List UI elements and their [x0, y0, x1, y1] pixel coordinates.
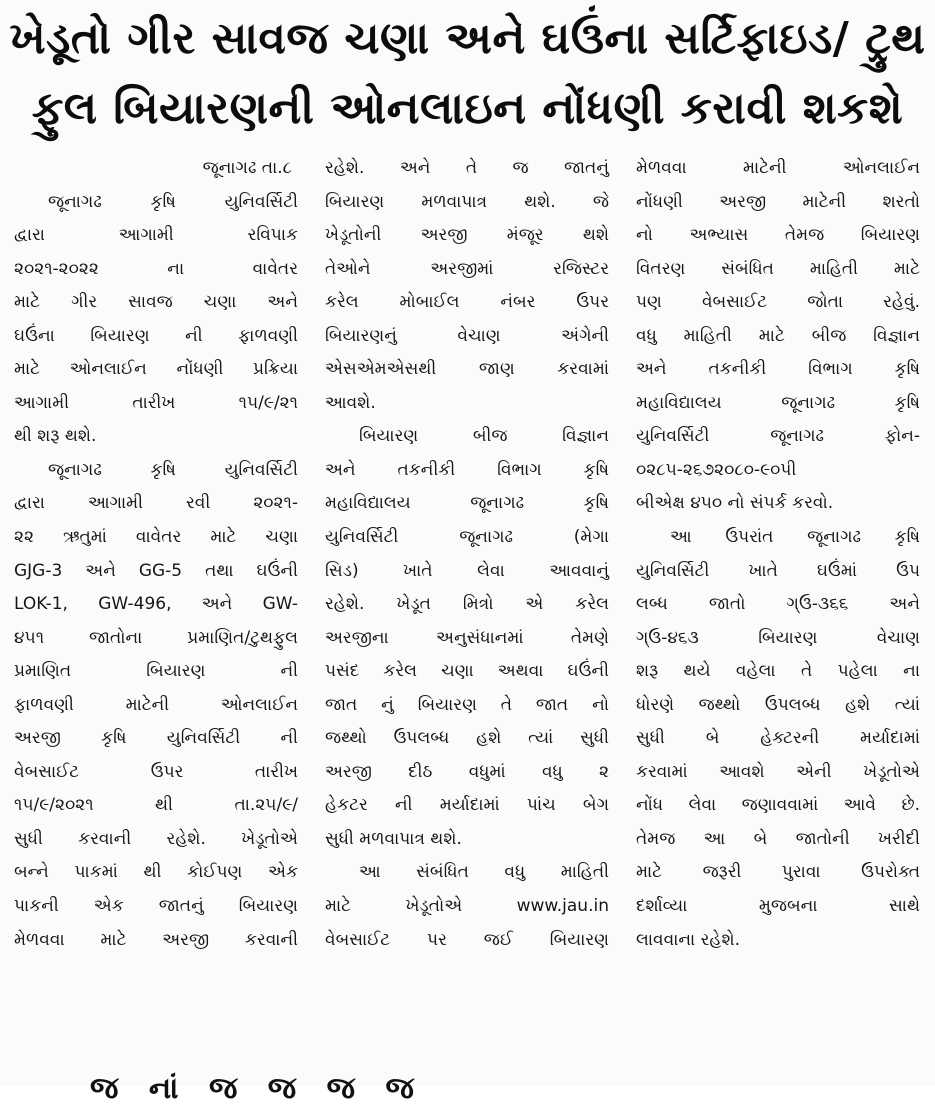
- text-line: દ્વારા આગામી રવી ૨૦૨૧-: [14, 493, 298, 514]
- text-line: આગામી તારીખ ૧૫/૯/૨૧: [14, 392, 298, 413]
- column-3: [636, 152, 920, 1074]
- text-line: સુધી કરવાની રહેશે. ખેડૂતોએ: [14, 828, 298, 849]
- text-line: ફાળવણી માટેની ઓનલાઈન: [14, 694, 298, 715]
- text-line: અને તકનીકી વિભાગ કૃષિ: [636, 359, 920, 380]
- text-line: પાકની એક જાતનું બિયારણ: [14, 896, 298, 917]
- text-line: બિયારણનું વેચાણ અંગેની: [325, 325, 609, 346]
- text-line: નોંધ લેવા જણાવવામાં આવે છે.: [636, 795, 920, 816]
- text-line: દર્શાવ્યા મુજબના સાથે: [636, 896, 920, 917]
- text-line: ગ્ઉ-૪૬૩ બિયારણ વેચાણ: [636, 627, 920, 648]
- text-line: પસંદ કરેલ ચણા અથવા ઘઉંની: [325, 661, 609, 682]
- text-line: ૨૦૨૧-૨૦૨૨ ના વાવેતર: [14, 258, 298, 279]
- text-line: યુનિવર્સિટી જૂનાગઢ (મેગા: [325, 527, 609, 548]
- text-line: રહેશે. અને તે જ જાતનું: [325, 158, 609, 178]
- article-columns: [14, 152, 920, 1074]
- next-article-clip: [0, 1071, 935, 1106]
- headline: [8, 4, 927, 154]
- text-line: અરજી કૃષિ યુનિવર્સિટી ની: [14, 728, 298, 749]
- text-line: બિયારણ બીજ વિજ્ઞાન: [359, 426, 609, 447]
- next-headline-fragment: જ નાં જ જ જ જ: [90, 1071, 424, 1106]
- text-line: ખેડૂતોની અરજી મંજૂર થશે: [325, 225, 609, 246]
- text-line: અરજી દીઠ વધુમાં વધુ ૨: [325, 761, 609, 782]
- text-line: GJG-3 અને GG-5 તથા ઘઉંની: [14, 560, 298, 581]
- text-line: બીએક્ષ ૪૫૦ નો સંપર્ક કરવો.: [636, 493, 834, 514]
- text-line: ૪૫૧ જાતોના પ્રમાણિત/ટુથફુલ: [14, 627, 298, 648]
- text-line: કરવામાં આવશે એની ખેડૂતોએ: [636, 761, 920, 782]
- text-line: વિતરણ સંબંધિત માહિતી માટે: [636, 258, 920, 279]
- text-line: જૂનાગઢ કૃષિ યુનિવર્સિટી: [48, 191, 298, 212]
- text-line: આ સંબંધિત વધુ માહિતી: [359, 862, 609, 883]
- headline-line-1: ખેડૂતો ગીર સાવજ ચણા અને ઘઉંના સર્ટિફાઇડ/ ટ્રુથ: [9, 13, 926, 64]
- text-line: અને તકનીકી વિભાગ કૃષિ: [325, 459, 609, 480]
- text-line: ધોરણે જથ્થો ઉપલબ્ધ હશે ત્યાં: [636, 694, 920, 715]
- text-line: જાત નું બિયારણ તે જાત નો: [325, 694, 609, 715]
- column-1: [14, 152, 298, 1074]
- text-line: જથ્થો ઉપલબ્ધ હશે ત્યાં સુધી: [325, 728, 609, 749]
- text-line: મેળવવા માટે અરજી કરવાની: [14, 929, 298, 950]
- text-line: સુધી બે હેક્ટરની મર્યાદામાં: [636, 728, 920, 749]
- text-line: માટે ખેડૂતોએ www.jau.in: [325, 896, 609, 917]
- text-line: માટે જરૂરી પુરાવા ઉપરોક્ત: [636, 862, 920, 883]
- text-line: લબ્ધ જાતો ગ્ઉ-૩૬૬ અને: [636, 594, 920, 615]
- text-line: જૂનાગઢ તા.૮: [202, 158, 292, 178]
- text-line: પ્રમાણિત બિયારણ ની: [14, 661, 298, 682]
- text-line: ૧૫/૯/૨૦૨૧ થી તા.૨૫/૯/: [14, 795, 298, 816]
- text-line: નો અભ્યાસ તેમજ બિયારણ: [636, 225, 920, 246]
- text-line: નોંધણી અરજી માટેની શરતો: [636, 191, 920, 212]
- text-line: થી શરૂ થશે.: [14, 426, 97, 447]
- text-line: કરેલ મોબાઈલ નંબર ઉપર: [325, 292, 609, 313]
- text-line: લાવવાના રહેશે.: [636, 929, 740, 950]
- text-line: ઘઉંના બિયારણ ની ફાળવણી: [14, 325, 298, 346]
- text-line: મહાવિદ્યાલય જૂનાગઢ કૃષિ: [636, 392, 920, 413]
- text-line: તેમજ આ બે જાતોની ખરીદી: [636, 828, 920, 849]
- text-line: એસએમએસથી જાણ કરવામાં: [325, 359, 609, 380]
- text-line: તેઓને અરજીમાં રજિસ્ટર: [325, 258, 609, 279]
- text-line: ૦૨૮૫-૨૬૭૨૦૮૦-૯૦પી: [636, 459, 797, 480]
- text-line: ૨૨ ઋતુમાં વાવેતર માટે ચણા: [14, 527, 298, 548]
- text-line: આ ઉપરાંત જૂનાગઢ કૃષિ: [670, 527, 920, 548]
- text-line: આવશે.: [325, 392, 376, 413]
- text-line: વેબસાઈટ ઉપર તારીખ: [14, 761, 298, 782]
- text-line: જૂનાગઢ કૃષિ યુનિવર્સિટી: [48, 459, 298, 480]
- text-line: વેબસાઈટ પર જઈ બિયારણ: [325, 929, 609, 950]
- text-line: મેળવવા માટેની ઓનલાઈન: [636, 158, 920, 178]
- text-line: દ્વારા આગામી રવિપાક: [14, 225, 298, 246]
- text-line: હેકટર ની મર્યાદામાં પાંચ બેગ: [325, 795, 609, 816]
- text-line: શરૂ થયે વહેલા તે પહેલા ના: [636, 661, 920, 682]
- text-line: વધુ માહિતી માટે બીજ વિજ્ઞાન: [636, 325, 920, 346]
- text-line: LOK-1, GW-496, અને GW-: [14, 594, 298, 615]
- text-line: રહેશે. ખેડૂત મિત્રો એ કરેલ: [325, 594, 609, 615]
- text-line: યુનિવર્સિટી જૂનાગઢ ફોન-: [636, 426, 920, 447]
- text-line: પણ વેબસાઈટ જોતા રહેવું.: [636, 292, 920, 313]
- text-line: સુધી મળવાપાત્ર થશે.: [325, 828, 462, 849]
- text-line: યુનિવર્સિટી ખાતે ઘઉંમાં ઉપ: [636, 560, 920, 581]
- headline-line-2: ફુલ બિયારણની ઓનલાઇન નોંધણી કરાવી શકશે: [31, 83, 904, 134]
- text-line: બિયારણ મળવાપાત્ર થશે. જે: [325, 191, 609, 212]
- text-line: બન્ને પાકમાં થી કોઈપણ એક: [14, 862, 298, 883]
- text-line: અરજીના અનુસંધાનમાં તેમણે: [325, 627, 609, 648]
- text-line: સિડ) ખાતે લેવા આવવાનું: [325, 560, 609, 581]
- text-line: મહાવિદ્યાલય જૂનાગઢ કૃષિ: [325, 493, 609, 514]
- text-line: માટે ઓનલાઈન નોંધણી પ્રક્રિયા: [14, 359, 298, 380]
- column-2: [325, 152, 609, 1074]
- text-line: માટે ગીર સાવજ ચણા અને: [14, 292, 298, 313]
